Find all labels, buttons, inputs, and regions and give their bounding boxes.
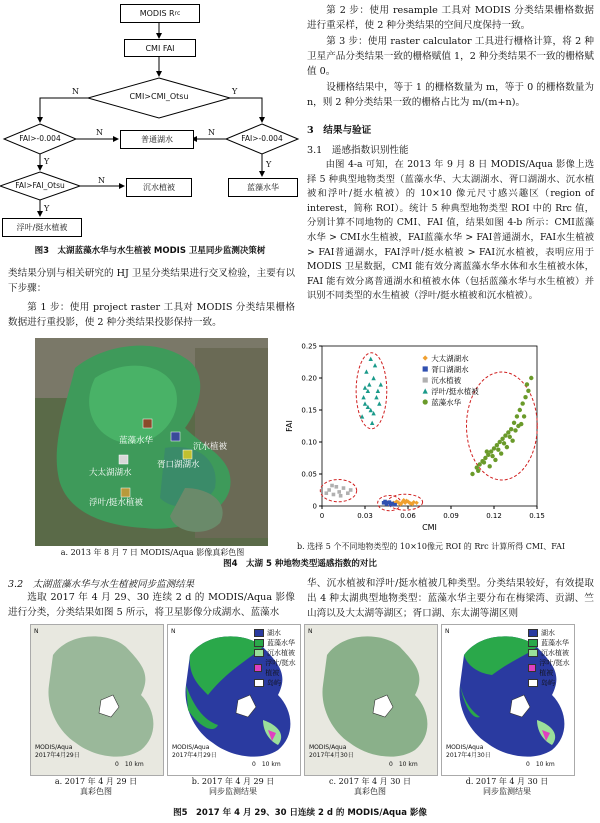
data-point	[505, 445, 509, 449]
figure4-caption: 图4 太湖 5 种地物类型遥感指数的对比	[223, 559, 377, 569]
data-point	[374, 395, 378, 399]
data-point	[386, 501, 390, 505]
legend-swatch	[254, 679, 264, 687]
data-point	[490, 454, 494, 458]
edge-label-n1: N	[72, 87, 79, 96]
data-point	[332, 493, 336, 497]
edge-label-y1: Y	[232, 87, 238, 96]
legend-swatch	[528, 679, 538, 687]
data-point	[346, 491, 350, 495]
x-axis-label: CMI	[422, 523, 437, 532]
data-point	[512, 421, 516, 425]
data-point	[488, 464, 492, 468]
map-label-taihu: 大太湖湖水	[89, 468, 132, 478]
panel-d-title: MODIS/Aqua	[446, 744, 484, 751]
x-tick-label: 0	[319, 512, 325, 520]
legend-label: 沉水植被	[541, 649, 569, 657]
legend-marker	[423, 377, 428, 382]
right-paragraph-2: 第 3 步：使用 raster calculator 工具进行栅格计算，将 2 种卫星产品分类结果一致的栅格赋值 1，2 种分类结果不一致的栅格赋值 0。	[307, 36, 594, 77]
data-point	[367, 382, 371, 386]
x-tick-label: 0.15	[529, 512, 545, 520]
panel-d-north: N	[445, 628, 450, 635]
sub-c-line1: c. 2017 年 4 月 30 日	[329, 777, 411, 786]
legend-marker	[423, 399, 428, 404]
data-point	[377, 401, 381, 405]
legend-label: 浮叶/挺水植被	[539, 659, 570, 677]
data-point	[342, 486, 346, 490]
panel-d-date: 2017年4月30日	[446, 752, 491, 759]
legend-swatch	[528, 649, 538, 657]
cond-fai-left: FAI>-0.004	[19, 134, 61, 143]
data-point	[373, 363, 377, 367]
legend-item	[528, 638, 574, 648]
data-point	[508, 435, 512, 439]
data-point	[371, 376, 375, 380]
map-label-algae: 蓝藻水华	[119, 436, 154, 446]
legend-item	[254, 658, 300, 678]
legend-item	[254, 638, 300, 648]
right-paragraph-4: 由图 4-a 可知，在 2013 年 9 月 8 日 MODIS/Aqua 影像上选择 5 种典型地物类型（蓝藻水华、大太湖湖水、胥口湖湖水、沉水植被和浮叶/挺水植被）的 10×10 像元尺寸感兴趣区（region of interest，简称 ROI）。统计 5 种典型地物类型 ROI 中的 Rrc 值，分别计算不同地物的 CMI、FAI 值，结果如图 4-b 所示：CMI蓝藻水华 > CMI水生植被，FAI蓝藻水华 > FAI普通湖水，FAI水生植被 > FAI普通湖水，FAI浮叶/挺水植被 > FAI沉水植被，表明应用于 MODIS 卫星数据，CMI 能有效分离蓝藻水华水体和水生植被水体，FAI 能有效分离普通湖水和植被水体（包括蓝藻水华与水生植被）并识别不同类型的水生植被（浮叶/挺水植被和沉水植被）。	[307, 159, 594, 302]
node-cmi-fai: CMI FAI	[124, 39, 196, 57]
y-tick-label: 0.05	[301, 470, 317, 479]
data-point	[363, 385, 367, 389]
data-point	[330, 484, 334, 488]
figure5-sub-b	[167, 777, 299, 797]
data-point	[516, 424, 520, 428]
data-point	[518, 408, 522, 412]
legend-marker	[423, 355, 428, 360]
figure5-sub-a	[30, 777, 162, 797]
data-point	[393, 503, 397, 507]
panel-b-legend	[254, 628, 300, 688]
chart-frame	[322, 346, 537, 506]
x-tick-label: 0.12	[486, 512, 502, 520]
section-3-heading: 3 结果与验证	[307, 125, 372, 136]
legend-item	[254, 648, 300, 658]
left-paragraph-2: 第 1 步：使用 project raster 工具对 MODIS 分类结果栅格数据进行重投影，使 2 种分类结果投影保持一致。	[8, 302, 295, 328]
panel-a-date: 2017年4月29日	[35, 752, 80, 759]
y-tick-label: 0.20	[301, 374, 317, 383]
data-point	[476, 469, 480, 473]
node-floating: 浮叶/挺水植被	[2, 218, 82, 237]
right-paragraph-1: 第 2 步：使用 resample 工具对 MODIS 分类结果栅格数据进行重采样，使 2 种分类结果的空间尺度保持一致。	[307, 5, 594, 31]
figure5-panel-a	[30, 624, 164, 776]
panel-a-north: N	[34, 628, 39, 635]
edge-label-n2: N	[96, 128, 103, 137]
data-point	[363, 401, 367, 405]
data-point	[335, 485, 339, 489]
data-point	[502, 441, 506, 445]
legend-label: 湖水	[541, 629, 555, 637]
legend-label: 浮叶/挺水植被	[265, 659, 296, 677]
data-point	[496, 447, 500, 451]
legend-label: 蓝藻水华	[431, 398, 462, 407]
figure4b-chart	[282, 338, 548, 543]
legend-marker	[423, 366, 428, 371]
data-point	[520, 401, 524, 405]
data-point	[361, 395, 365, 399]
data-point	[513, 428, 517, 432]
panel-c-date: 2017年4月30日	[309, 752, 354, 759]
edge-label-y2: Y	[44, 157, 50, 166]
data-point	[515, 414, 519, 418]
figure5-panel-c	[304, 624, 438, 776]
legend-item	[528, 648, 574, 658]
legend-swatch	[254, 649, 264, 657]
map-label-xukou: 胥口湖湖水	[157, 460, 200, 470]
panel-a-title: MODIS/Aqua	[35, 744, 73, 751]
map-label-floating: 浮叶/挺水植被	[89, 498, 143, 508]
data-point	[485, 449, 489, 453]
data-point	[376, 389, 380, 393]
legend-label: 岛屿	[541, 679, 555, 687]
legend-label: 蓝藻水华	[267, 639, 295, 647]
panel-d-legend	[528, 628, 574, 688]
sub-d-line2: 同步监测结果	[483, 787, 531, 796]
data-point	[327, 488, 331, 492]
flowchart	[0, 0, 300, 262]
legend-item	[254, 628, 300, 638]
data-point	[337, 490, 341, 494]
node-modis-label: MODIS R	[139, 9, 175, 18]
figure5-sub-d	[441, 777, 573, 797]
legend-label: 湖水	[267, 629, 281, 637]
y-tick-label: 0	[312, 502, 317, 511]
section-3-2-heading: 3.2 太湖蓝藻水华与水生植被同步监测结果	[8, 579, 195, 590]
data-point	[482, 460, 486, 464]
legend-item	[528, 628, 574, 638]
data-point	[414, 501, 418, 505]
legend-swatch	[254, 639, 264, 647]
panel-a-scale: 0 10 km	[115, 761, 144, 768]
right-paragraph-3: 设栅格结果中，等于 1 的栅格数量为 m，等于 0 的栅格数量为 n，则 2 种分类结果一致的栅格占比为 m/(m+n)。	[307, 82, 594, 108]
panel-b-north: N	[171, 628, 176, 635]
figure4a-subcaption: a. 2013 年 8 月 7 日 MODIS/Aqua 影像真彩色图	[60, 548, 245, 557]
data-point	[349, 488, 353, 492]
sub-a-line2: 真彩色图	[80, 787, 112, 796]
section-3-1-heading: 3.1 遥感指数识别性能	[307, 145, 409, 156]
data-point	[510, 439, 514, 443]
legend-label: 蓝藻水华	[541, 639, 569, 647]
panel-b-title: MODIS/Aqua	[172, 744, 210, 751]
panel-b-date: 2017年4月29日	[172, 752, 217, 759]
node-submerged: 沉水植被	[126, 178, 192, 197]
figure5-caption: 图5 2017 年 4 月 29、30 日连续 2 d 的 MODIS/Aqua 影像	[173, 808, 427, 818]
figure4a-map	[35, 338, 268, 546]
figure5	[30, 624, 574, 802]
node-modis-sub: rc	[174, 10, 181, 17]
data-point	[364, 369, 368, 373]
data-point	[509, 427, 513, 431]
edge-label-y3: Y	[266, 160, 272, 169]
legend-label: 沉水植被	[267, 649, 295, 657]
data-point	[522, 414, 526, 418]
section-3-2-left: 选取 2017 年 4 月 29、30 连续 2 d 的 MODIS/Aqua 影像进行分类，分类结果如图 5 所示，将卫星影像分成湖水、蓝藻水	[8, 592, 295, 618]
sub-b-line1: b. 2017 年 4 月 29 日	[191, 777, 275, 786]
figure5-panel-d	[441, 624, 575, 776]
y-tick-label: 0.10	[301, 438, 317, 447]
data-point	[379, 382, 383, 386]
y-tick-label: 0.25	[301, 342, 317, 351]
sub-a-line1: a. 2017 年 4 月 29 日	[54, 777, 138, 786]
data-point	[499, 451, 503, 455]
legend-item	[528, 678, 574, 688]
x-tick-label: 0.03	[357, 512, 373, 520]
figure5-sub-c	[304, 777, 436, 797]
y-tick-label: 0.15	[301, 406, 317, 415]
sub-d-line1: d. 2017 年 4 月 30 日	[465, 777, 549, 786]
data-point	[325, 491, 329, 495]
legend-swatch	[254, 629, 264, 637]
legend-swatch	[528, 629, 538, 637]
legend-label: 岛屿	[267, 679, 281, 687]
node-lake: 普通湖水	[120, 130, 194, 149]
node-algae: 蓝藻水华	[228, 178, 298, 197]
node-modis	[120, 4, 200, 23]
data-point	[370, 421, 374, 425]
panel-c-scale: 0 10 km	[389, 761, 418, 768]
legend-label: 沉水植被	[431, 376, 462, 385]
sub-b-line2: 同步监测结果	[209, 787, 257, 796]
figure4b-subcaption: b. 选择 5 个不同地物类型的 10×10像元 ROI 的 Rrc 计算所得 CMI、FAI	[296, 542, 566, 551]
left-paragraph-1: 类结果分别与相关研究的 HJ 卫星分类结果进行交叉检验，主要有以下步骤：	[8, 268, 295, 294]
x-tick-label: 0.09	[443, 512, 459, 520]
legend-item	[528, 658, 574, 678]
legend-swatch	[528, 664, 536, 672]
legend-label: 胥口湖湖水	[431, 365, 469, 374]
cond-fai-otsu: FAI>FAI_Otsu	[15, 181, 65, 190]
legend-swatch	[254, 664, 262, 672]
legend-marker	[423, 388, 428, 393]
cond-fai-right: FAI>-0.004	[241, 134, 283, 143]
data-point	[339, 494, 343, 498]
edge-label-n3: N	[208, 128, 215, 137]
panel-c-north: N	[308, 628, 313, 635]
map-label-submerged: 沉水植被	[193, 442, 228, 452]
data-point	[369, 357, 373, 361]
edge-label-n4: N	[98, 176, 105, 185]
panel-b-scale: 0 10 km	[252, 761, 281, 768]
panel-c-title: MODIS/Aqua	[309, 744, 347, 751]
edge-label-y4: Y	[44, 204, 50, 213]
section-3-2-right: 华、沉水植被和浮叶/挺水植被几种类型。分类结果较好，有效提取出 4 种太湖典型地物类型：蓝藻水华主要分布在梅梁湾、贡湖、竺山湾以及大太湖等湖区；胥口湖、东太湖等湖区则	[307, 578, 594, 619]
cond-cmi-label: CMI>CMI_Otsu	[129, 92, 189, 101]
sub-c-line2: 真彩色图	[354, 787, 386, 796]
legend-item	[254, 678, 300, 688]
data-point	[526, 389, 530, 393]
x-tick-label: 0.06	[400, 512, 416, 520]
figure5-panel-b	[167, 624, 301, 776]
legend-swatch	[528, 639, 538, 647]
figure3-caption: 图3 太湖蓝藻水华与水生植被 MODIS 卫星同步监测决策树	[34, 246, 266, 256]
legend-label: 大太湖湖水	[431, 354, 469, 363]
data-point	[525, 382, 529, 386]
data-point	[523, 395, 527, 399]
data-point	[529, 376, 533, 380]
data-point	[470, 472, 474, 476]
legend-label: 浮叶/挺水植被	[431, 387, 479, 396]
y-axis-label: FAI	[285, 420, 294, 432]
data-point	[493, 458, 497, 462]
panel-d-scale: 0 10 km	[526, 761, 555, 768]
